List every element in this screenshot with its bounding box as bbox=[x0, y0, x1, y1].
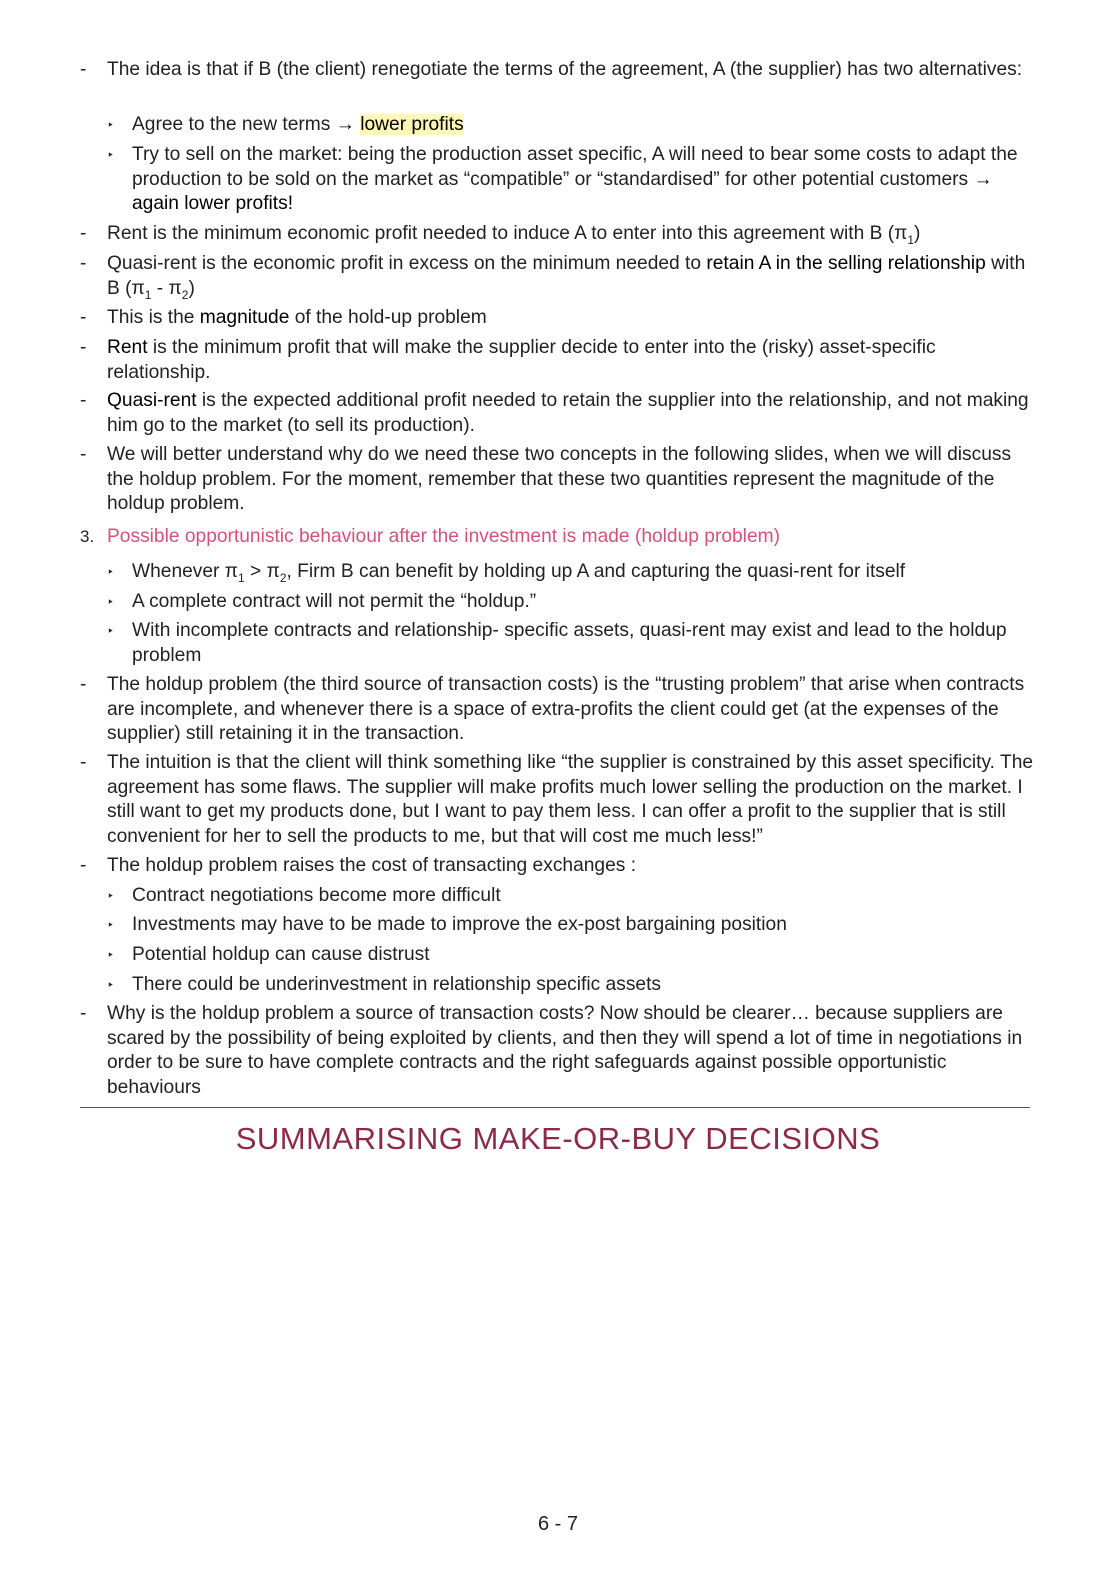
dash-marker: - bbox=[80, 390, 87, 411]
bullet-text: Quasi-rent is the economic profit in excess on the minimum needed to retain A in the selling relationship with B $(\pi_1 - \pi_2)$ bbox=[107, 253, 1026, 302]
dash-marker: - bbox=[80, 59, 87, 80]
sub-bullet-text: Contract negotiations become more difficult bbox=[132, 885, 501, 906]
triangle-bullet-icon: ‣ bbox=[107, 148, 115, 162]
sub-bullet-text: Try to sell on the market: being the production asset specific, A will need to bear some costs to adapt the production to be sold on the market as “compatible” or “standardised” for other potential customers → again lower profits! bbox=[132, 144, 1018, 214]
sub-bullet-text: There could be underinvestment in relationship specific assets bbox=[132, 974, 662, 995]
dash-marker: - bbox=[80, 307, 87, 328]
triangle-bullet-icon: ‣ bbox=[107, 918, 115, 932]
bullet-text: Quasi-rent is the expected additional profit needed to retain the supplier into the relationship, and not making him go to the market (to sell its production). bbox=[107, 390, 1029, 436]
bullet-text: This is the magnitude of the hold-up problem bbox=[107, 307, 487, 328]
triangle-bullet-icon: ‣ bbox=[107, 624, 115, 638]
dash-marker: - bbox=[80, 223, 87, 244]
section-title: SUMMARISING MAKE-OR-BUY DECISIONS bbox=[235, 1121, 881, 1156]
triangle-bullet-icon: ‣ bbox=[107, 595, 115, 609]
bullet-text: The holdup problem raises the cost of transacting exchanges : bbox=[107, 855, 637, 876]
sub-bullet-text: With incomplete contracts and relationship- specific assets, quasi-rent may exist and lead to the holdup problem bbox=[132, 620, 1007, 666]
bullet-text: Rent is the minimum economic profit needed to induce A to enter into this agreement with B $(\pi_1)$ bbox=[107, 223, 921, 247]
dash-marker: - bbox=[80, 855, 87, 876]
triangle-bullet-icon: ‣ bbox=[107, 978, 115, 992]
dash-marker: - bbox=[80, 444, 87, 465]
heading-text: Possible opportunistic behaviour after the investment is made (holdup problem) bbox=[107, 526, 780, 547]
bullet-text: The holdup problem (the third source of transaction costs) is the “trusting problem” that arise when contracts are incomplete, and whenever there is a space of extra-profits the client could get (at the expenses of the supplier) still retaining it in the transaction. bbox=[107, 674, 1025, 744]
sub-bullet-text: Agree to the new terms → lower profits bbox=[132, 114, 464, 135]
bullet-text: Rent is the minimum profit that will make the supplier decide to enter into the (risky) asset-specific relationship. bbox=[107, 337, 936, 383]
bullet-text: We will better understand why do we need these two concepts in the following slides, when we will discuss the holdup problem. For the moment, remember that these two quantities represent the magnitude of the holdup problem. bbox=[107, 444, 1012, 514]
arrow-icon: → bbox=[335, 114, 355, 135]
sub-bullet-text: Investments may have to be made to improve the ex-post bargaining position bbox=[132, 914, 787, 935]
triangle-bullet-icon: ‣ bbox=[107, 565, 115, 579]
triangle-bullet-icon: ‣ bbox=[107, 889, 115, 903]
arrow-icon: → bbox=[973, 168, 993, 190]
sub-bullet-text: A complete contract will not permit the “holdup.” bbox=[132, 591, 537, 612]
dash-marker: - bbox=[80, 253, 87, 274]
sub-bullet-text: Whenever $\pi_1 > \pi_2$, Firm B can benefit by holding up A and capturing the quasi-rent for itself bbox=[132, 561, 906, 585]
dash-marker: - bbox=[80, 674, 87, 695]
heading-number: 3. bbox=[80, 527, 95, 546]
bullet-text: The intuition is that the client will think something like “the supplier is constrained by this asset specificity. The agreement has some flaws. The supplier will make profits much lower selling the production on the market. I still want to get my products done, but I want to pay them less. I can offer a profit to the supplier that is still convenient for her to sell the products to me, but that will cost me much less!” bbox=[107, 752, 1034, 847]
sub-bullet-text: Potential holdup can cause distrust bbox=[132, 944, 430, 965]
section-divider bbox=[80, 1107, 1030, 1108]
dash-marker: - bbox=[80, 752, 87, 773]
dash-marker: - bbox=[80, 337, 87, 358]
triangle-bullet-icon: ‣ bbox=[107, 948, 115, 962]
page-number: 6 - 7 bbox=[537, 1513, 579, 1535]
bullet-text: Why is the holdup problem a source of transaction costs? Now should be clearer… because suppliers are scared by the possibility of being exploited by clients, and then they will spend a lot of time in negotiations in order to be sure to have complete contracts and the right safeguards against possible opportunistic behaviours bbox=[107, 1003, 1023, 1098]
dash-marker: - bbox=[80, 1003, 87, 1024]
triangle-bullet-icon: ‣ bbox=[107, 118, 115, 132]
bullet-text: The idea is that if B (the client) renegotiate the terms of the agreement, A (the supplier) has two alternatives: bbox=[107, 59, 1023, 80]
